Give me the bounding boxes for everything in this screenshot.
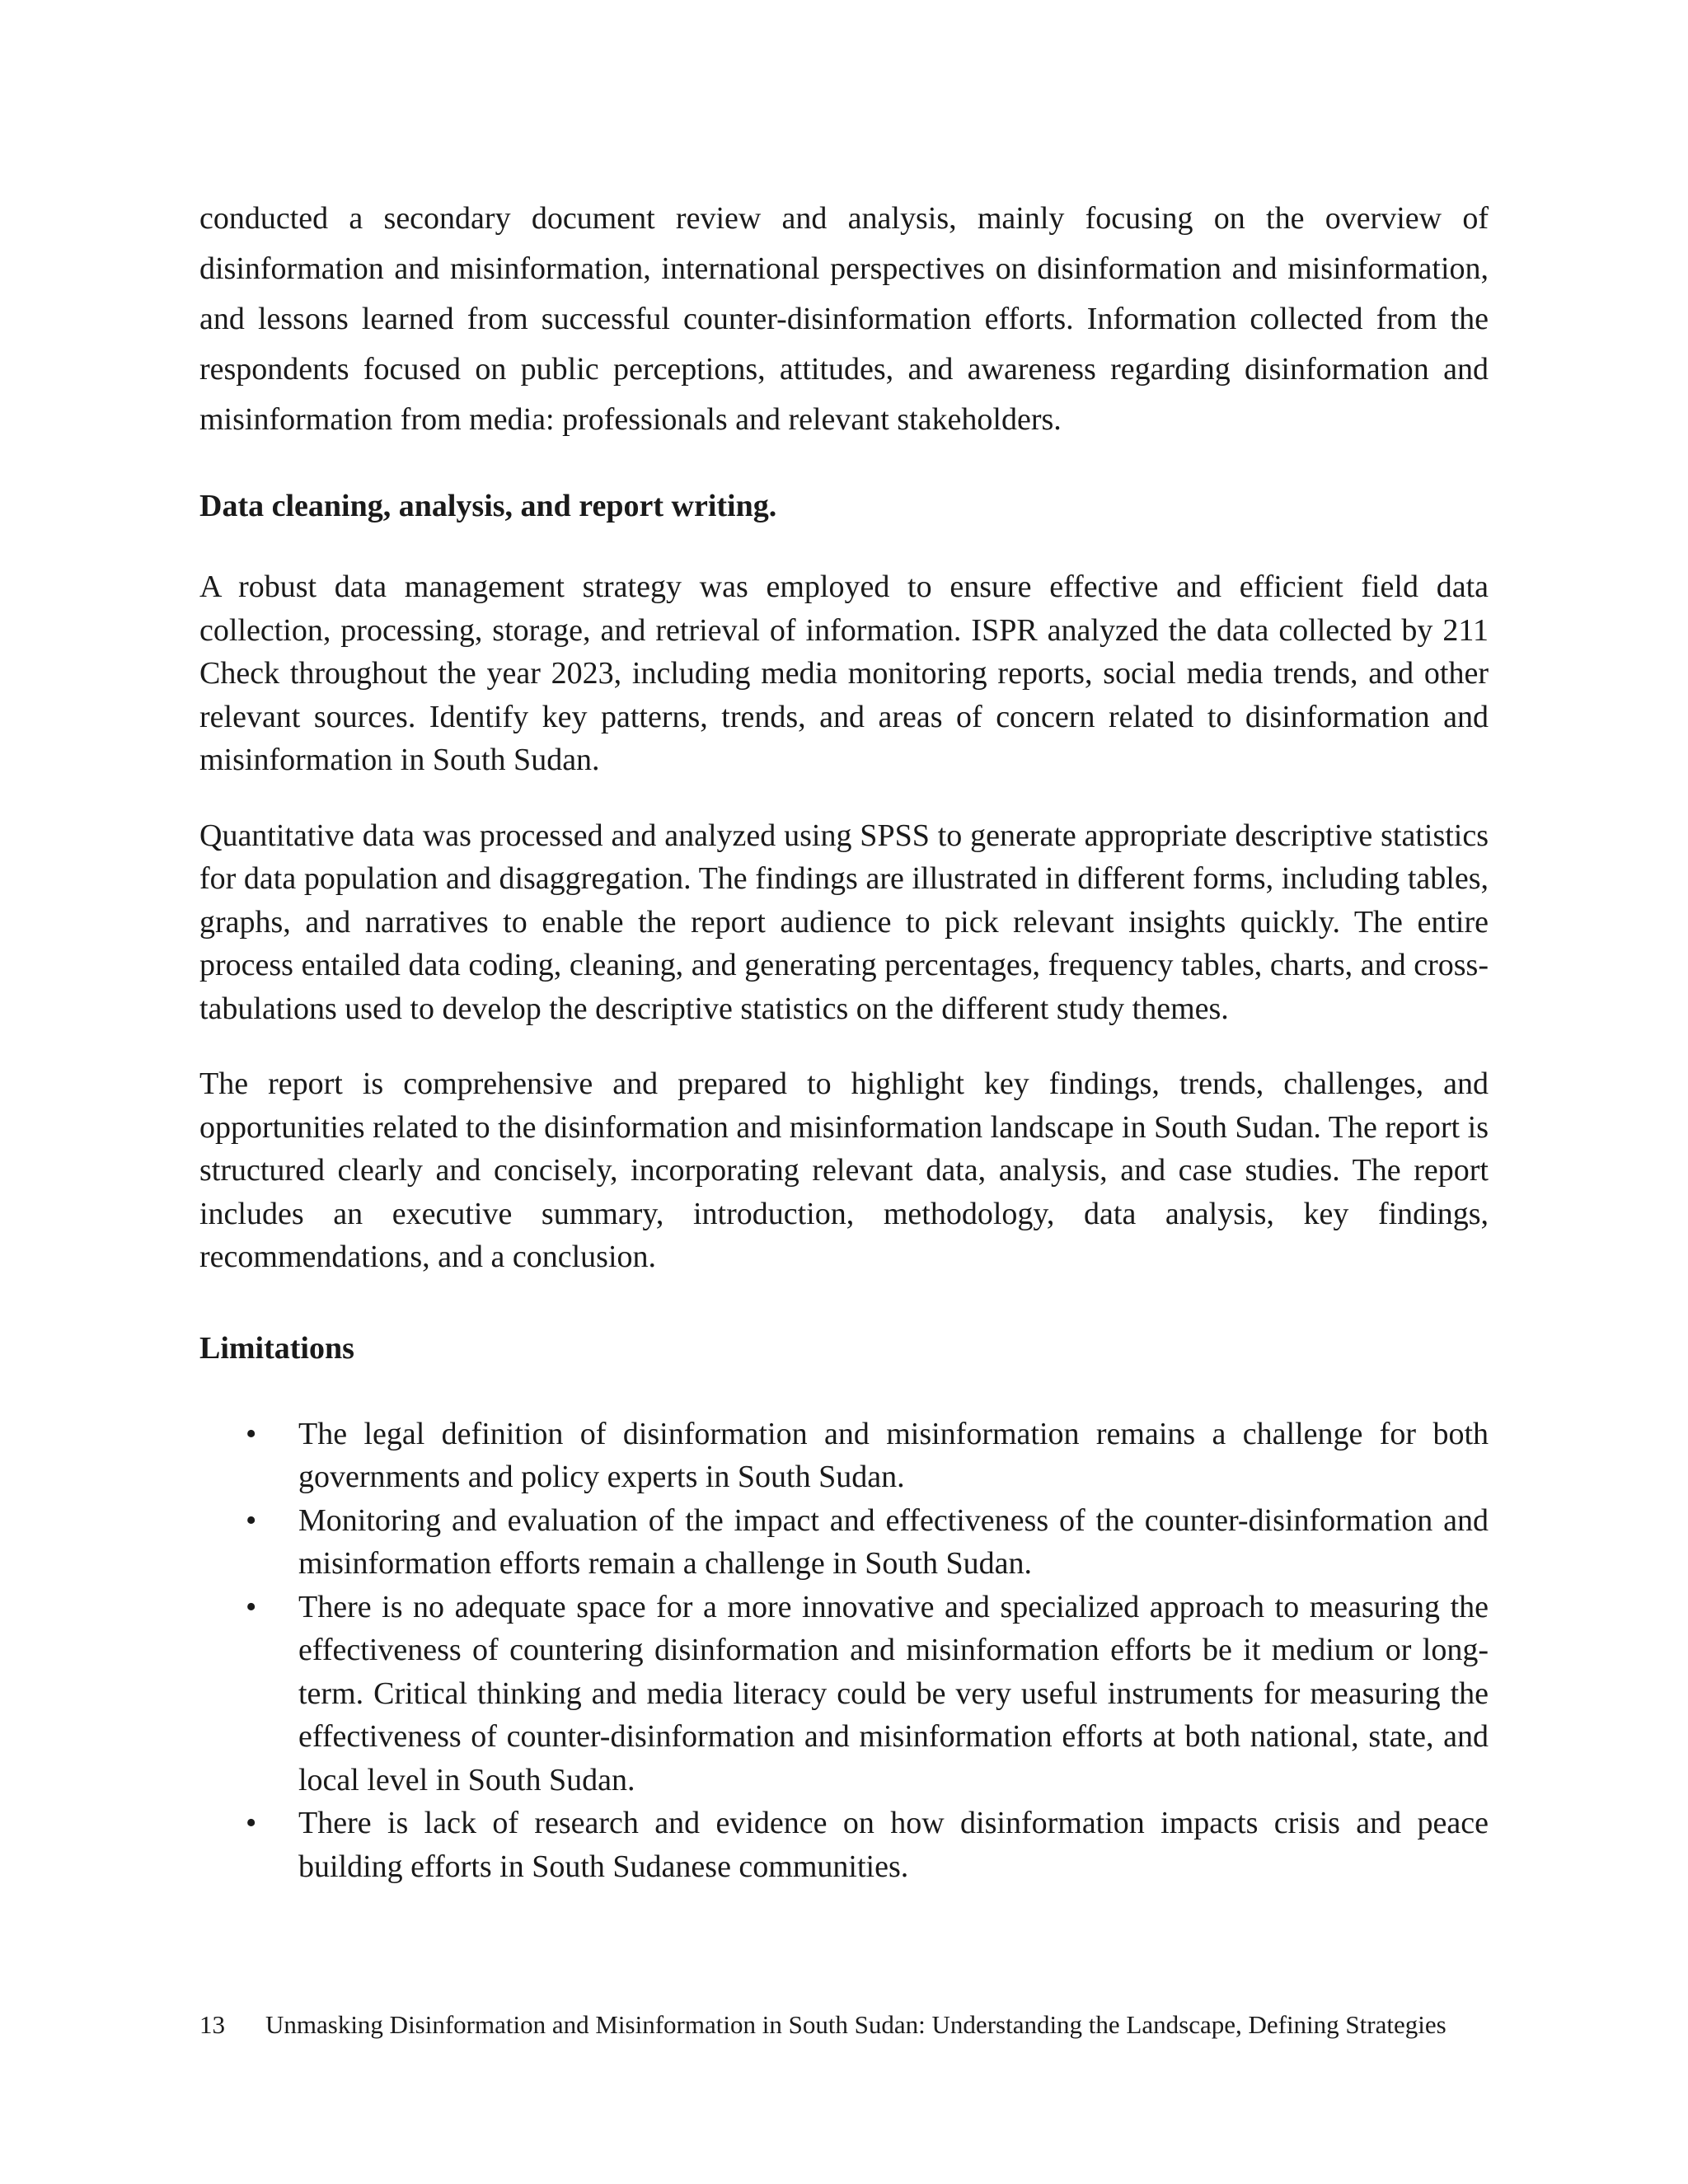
- bullet-icon: •: [246, 1806, 257, 1840]
- list-item-text: Monitoring and evaluation of the impact and effectiveness of the counter-disinformation and misinformation efforts remain a challenge in South Sudan.: [298, 1502, 1489, 1581]
- list-item: [199, 1586, 1489, 1802]
- page-number: 13: [199, 2010, 225, 2039]
- list-item: [199, 1802, 1489, 1888]
- paragraph-quantitative-data: Quantitative data was processed and analyzed using SPSS to generate appropriate descriptive statistics for data population and disaggregation. The findings are illustrated in different forms, including tables, graphs, and narratives to enable the report audience to pick relevant insights quickly. The entire process entailed data coding, cleaning, and generating percentages, frequency tables, charts, and cross-tabulations used to develop the descriptive statistics on the different study themes.: [199, 818, 1489, 1026]
- list-item: [199, 1413, 1489, 1499]
- document-page: [199, 194, 1489, 1888]
- page-footer: [199, 2008, 1493, 2041]
- list-item: [199, 1499, 1489, 1586]
- bullet-icon: •: [246, 1502, 257, 1538]
- bullet-icon: •: [246, 1589, 257, 1624]
- intro-paragraph: conducted a secondary document review and analysis, mainly focusing on the overview of disinformation and misinformation, international perspectives on disinformation and misinformation, and lessons learned from successful counter-disinformation efforts. Information collected from the respondents focused on public perceptions, attitudes, and awareness regarding disinformation and misinformation from media: professionals and relevant stakeholders.: [199, 201, 1489, 437]
- section-heading-limitations: Limitations: [199, 1330, 354, 1366]
- paragraph-data-management: A robust data management strategy was employed to ensure effective and efficient field data collection, processing, storage, and retrieval of information. ISPR analyzed the data collected by 211 Check throughout the year 2023, including media monitoring reports, social media trends, and other relevant sources. Identify key patterns, trends, and areas of concern related to disinformation and misinformation in South Sudan.: [199, 569, 1489, 777]
- list-item-text: There is no adequate space for a more innovative and specialized approach to measuring the effectiveness of countering disinformation and misinformation efforts be it medium or long-term. Critical thinking and media literacy could be very useful instruments for measuring the effectiveness of counter-disinformation and misinformation efforts at both national, state, and local level in South Sudan.: [298, 1589, 1489, 1797]
- section-heading-data-cleaning: Data cleaning, analysis, and report writing.: [199, 489, 777, 523]
- list-item-text: The legal definition of disinformation and misinformation remains a challenge for both governments and policy experts in South Sudan.: [298, 1416, 1489, 1494]
- bullet-icon: •: [246, 1416, 257, 1451]
- limitations-list: [199, 1413, 1489, 1889]
- paragraph-report-structure: The report is comprehensive and prepared to highlight key findings, trends, challenges, and opportunities related to the disinformation and misinformation landscape in South Sudan. The report is structured clearly and concisely, incorporating relevant data, analysis, and case studies. The report includes an executive summary, introduction, methodology, data analysis, key findings, recommendations, and a conclusion.: [199, 1066, 1489, 1274]
- footer-title: Unmasking Disinformation and Misinformation in South Sudan: Understanding the Landscape, Defining Strategies: [265, 2010, 1447, 2039]
- list-item-text: There is lack of research and evidence on how disinformation impacts crisis and peace building efforts in South Sudanese communities.: [298, 1806, 1489, 1884]
